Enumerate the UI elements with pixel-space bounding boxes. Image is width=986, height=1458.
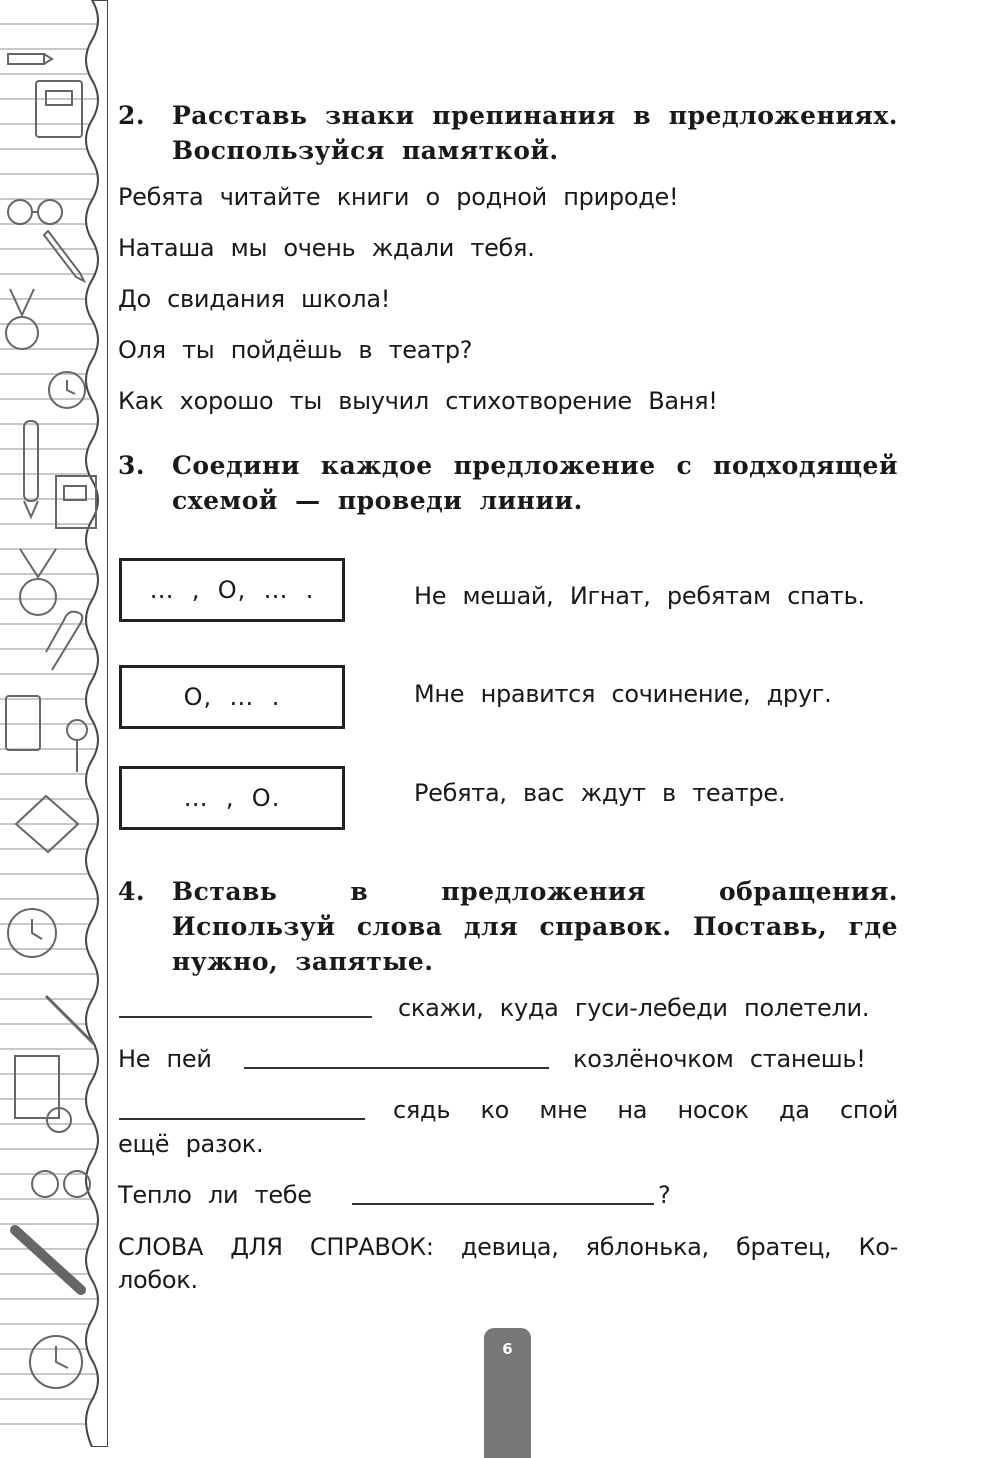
match-sentence[interactable]: Мне нравится сочинение, друг. [414, 680, 832, 708]
book-icon [50, 470, 105, 535]
match-sentence[interactable]: Ребята, вас ждут в театре. [414, 779, 786, 807]
scheme-box[interactable]: … , О. [119, 766, 345, 830]
task-instruction: Расставь знаки препинания в предложениях. Воспользуйся памяткой. [172, 101, 898, 165]
pushpin-icon [55, 710, 100, 780]
alarm-clock-icon [20, 1320, 95, 1400]
reference-words: СЛОВА ДЛЯ СПРАВОК: девица, яблонька, братец, Ко- [118, 1233, 898, 1261]
pencil-icon [40, 225, 90, 285]
task-instruction: Соедини каждое предложение с подходящей схемой — проведи линии. [172, 451, 898, 515]
task-4-heading [118, 874, 898, 979]
sentence-tail: скажи, куда гуси-лебеди полетели. [398, 994, 870, 1022]
reference-words-cont: лобок. [118, 1266, 198, 1294]
sentence-continuation: ещё разок. [118, 1130, 264, 1158]
answer-blank[interactable] [119, 1118, 365, 1120]
sentence-line: До свидания школа! [118, 285, 391, 313]
task-2-heading [118, 98, 898, 168]
alarm-clock-icon [0, 895, 70, 970]
pencil-icon [5, 1220, 95, 1300]
sentence-line: Оля ты пойдёшь в театр? [118, 336, 473, 364]
task-number: 4. [118, 877, 146, 906]
match-sentence[interactable]: Не мешай, Игнат, ребятам спать. [414, 582, 865, 610]
medal-icon [0, 285, 50, 360]
answer-blank[interactable] [119, 1016, 372, 1018]
sentence-head: Не пей [118, 1045, 212, 1073]
sentence-tail: ? [658, 1181, 671, 1209]
answer-blank[interactable] [352, 1203, 654, 1205]
sentence-tail: козлёночком станешь! [573, 1045, 866, 1073]
scheme-box[interactable]: О, … . [119, 665, 345, 729]
alarm-clock-icon [40, 360, 95, 415]
pencil-icon [4, 40, 54, 80]
pen-icon [12, 415, 52, 525]
task-instruction: Вставь в предложения обращения. Используй слова для справок. Поставь, где нужно, запятые. [172, 877, 898, 976]
sentence-line: Наташа мы очень ждали тебя. [118, 234, 535, 262]
page-number: 6 [502, 1340, 513, 1358]
paperclip-icon [40, 610, 95, 685]
sentence-line: Как хорошо ты выучил стихотворение Ваня! [118, 387, 718, 415]
notebook-icon [30, 75, 90, 145]
sentence-tail: сядь ко мне на носок да спой [393, 1096, 898, 1124]
glasses-icon [25, 1160, 100, 1205]
task-3-heading [118, 448, 898, 518]
answer-blank[interactable] [244, 1067, 549, 1069]
glasses-icon [2, 190, 72, 230]
pen-icon [40, 990, 100, 1050]
decorative-side-strip [0, 0, 108, 1447]
scheme-box[interactable]: … , О, … . [119, 558, 345, 622]
task-number: 3. [118, 451, 146, 480]
sentence-line: Ребята читайте книги о родной природе! [118, 183, 679, 211]
certificate-icon [5, 1050, 80, 1140]
task-number: 2. [118, 101, 146, 130]
page-number-tab [484, 1328, 531, 1458]
eraser-icon [0, 690, 50, 760]
book-icon [10, 790, 85, 860]
sentence-head: Тепло ли тебе [118, 1181, 312, 1209]
